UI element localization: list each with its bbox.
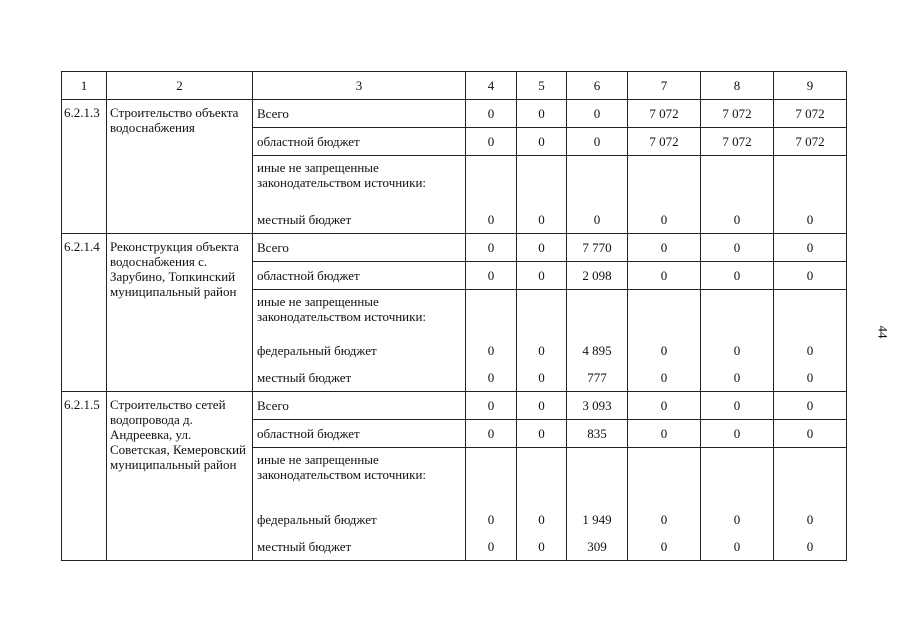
value-cell: 2 098 <box>567 261 628 289</box>
value-cell: 7 770 <box>567 233 628 261</box>
value-cell: 0 <box>466 364 517 392</box>
value-cell: 0 <box>517 506 567 533</box>
header-cell: 5 <box>517 72 567 100</box>
header-cell: 8 <box>701 72 774 100</box>
value-cell: 0 <box>466 506 517 533</box>
item-code: 6.2.1.5 <box>62 392 107 561</box>
funding-source: Всего <box>253 100 466 128</box>
table-row <box>62 100 847 128</box>
value-cell: 1 949 <box>567 506 628 533</box>
value-cell: 0 <box>466 420 517 448</box>
value-cell <box>466 448 517 506</box>
budget-table <box>61 71 847 561</box>
funding-source: областной бюджет <box>253 128 466 156</box>
value-cell: 0 <box>701 261 774 289</box>
value-cell: 0 <box>701 420 774 448</box>
header-cell: 6 <box>567 72 628 100</box>
header-cell: 7 <box>628 72 701 100</box>
value-cell <box>628 448 701 506</box>
value-cell <box>774 156 847 206</box>
funding-source: иные не запрещенные законодательством источники: <box>253 289 466 337</box>
value-cell: 0 <box>774 506 847 533</box>
value-cell <box>701 289 774 337</box>
item-code: 6.2.1.3 <box>62 100 107 234</box>
item-code: 6.2.1.4 <box>62 233 107 392</box>
value-cell: 0 <box>517 128 567 156</box>
table-row <box>62 392 847 420</box>
value-cell: 0 <box>628 261 701 289</box>
value-cell: 0 <box>466 206 517 234</box>
value-cell: 0 <box>517 261 567 289</box>
value-cell <box>567 289 628 337</box>
header-cell: 2 <box>107 72 253 100</box>
value-cell: 0 <box>774 337 847 364</box>
value-cell <box>701 156 774 206</box>
funding-source: местный бюджет <box>253 533 466 561</box>
funding-source: федеральный бюджет <box>253 337 466 364</box>
value-cell: 0 <box>466 392 517 420</box>
value-cell: 0 <box>701 206 774 234</box>
value-cell: 0 <box>466 233 517 261</box>
value-cell: 0 <box>774 392 847 420</box>
page-number: 44 <box>875 325 891 339</box>
value-cell: 7 072 <box>628 128 701 156</box>
value-cell: 0 <box>567 128 628 156</box>
funding-source: иные не запрещенные законодательством источники: <box>253 156 466 206</box>
value-cell: 0 <box>701 337 774 364</box>
value-cell: 0 <box>517 233 567 261</box>
value-cell: 0 <box>517 533 567 561</box>
value-cell: 0 <box>701 233 774 261</box>
value-cell: 0 <box>517 420 567 448</box>
value-cell <box>517 156 567 206</box>
value-cell: 0 <box>628 337 701 364</box>
value-cell <box>701 448 774 506</box>
value-cell: 7 072 <box>774 128 847 156</box>
value-cell: 7 072 <box>701 128 774 156</box>
value-cell <box>567 156 628 206</box>
header-cell: 1 <box>62 72 107 100</box>
value-cell <box>517 289 567 337</box>
value-cell: 0 <box>466 100 517 128</box>
value-cell: 3 093 <box>567 392 628 420</box>
value-cell: 777 <box>567 364 628 392</box>
value-cell: 309 <box>567 533 628 561</box>
value-cell: 0 <box>517 392 567 420</box>
value-cell: 0 <box>466 337 517 364</box>
value-cell: 0 <box>517 100 567 128</box>
value-cell: 0 <box>774 206 847 234</box>
header-row <box>62 72 847 100</box>
value-cell: 0 <box>701 392 774 420</box>
item-name: Строительство сетей водопровода д. Андреевка, ул. Советская, Кемеровский муниципальный район <box>107 392 253 561</box>
value-cell: 835 <box>567 420 628 448</box>
header-cell: 9 <box>774 72 847 100</box>
value-cell: 0 <box>628 233 701 261</box>
value-cell: 0 <box>628 364 701 392</box>
value-cell: 0 <box>628 392 701 420</box>
value-cell: 0 <box>774 233 847 261</box>
value-cell: 0 <box>774 420 847 448</box>
value-cell: 7 072 <box>774 100 847 128</box>
funding-source: местный бюджет <box>253 206 466 234</box>
funding-source: областной бюджет <box>253 420 466 448</box>
funding-source: иные не запрещенные законодательством источники: <box>253 448 466 506</box>
value-cell <box>628 156 701 206</box>
value-cell: 7 072 <box>628 100 701 128</box>
value-cell: 0 <box>774 364 847 392</box>
value-cell: 0 <box>774 533 847 561</box>
item-name: Реконструкция объекта водоснабжения с. Зарубино, Топкинский муниципальный район <box>107 233 253 392</box>
value-cell: 4 895 <box>567 337 628 364</box>
item-name: Строительство объекта водоснабжения <box>107 100 253 234</box>
value-cell <box>466 289 517 337</box>
value-cell: 0 <box>701 533 774 561</box>
funding-source: Всего <box>253 233 466 261</box>
value-cell: 0 <box>774 261 847 289</box>
value-cell: 0 <box>628 420 701 448</box>
funding-source: местный бюджет <box>253 364 466 392</box>
value-cell: 7 072 <box>701 100 774 128</box>
value-cell <box>628 289 701 337</box>
value-cell <box>774 289 847 337</box>
value-cell: 0 <box>517 337 567 364</box>
value-cell: 0 <box>466 261 517 289</box>
value-cell: 0 <box>628 506 701 533</box>
value-cell <box>466 156 517 206</box>
value-cell <box>517 448 567 506</box>
header-cell: 3 <box>253 72 466 100</box>
value-cell: 0 <box>701 364 774 392</box>
table-row <box>62 233 847 261</box>
funding-source: федеральный бюджет <box>253 506 466 533</box>
value-cell: 0 <box>628 206 701 234</box>
value-cell: 0 <box>517 364 567 392</box>
value-cell: 0 <box>466 533 517 561</box>
value-cell: 0 <box>628 533 701 561</box>
value-cell <box>774 448 847 506</box>
funding-source: Всего <box>253 392 466 420</box>
header-cell: 4 <box>466 72 517 100</box>
value-cell: 0 <box>466 128 517 156</box>
value-cell: 0 <box>701 506 774 533</box>
value-cell: 0 <box>567 206 628 234</box>
value-cell: 0 <box>567 100 628 128</box>
value-cell: 0 <box>517 206 567 234</box>
value-cell <box>567 448 628 506</box>
funding-source: областной бюджет <box>253 261 466 289</box>
